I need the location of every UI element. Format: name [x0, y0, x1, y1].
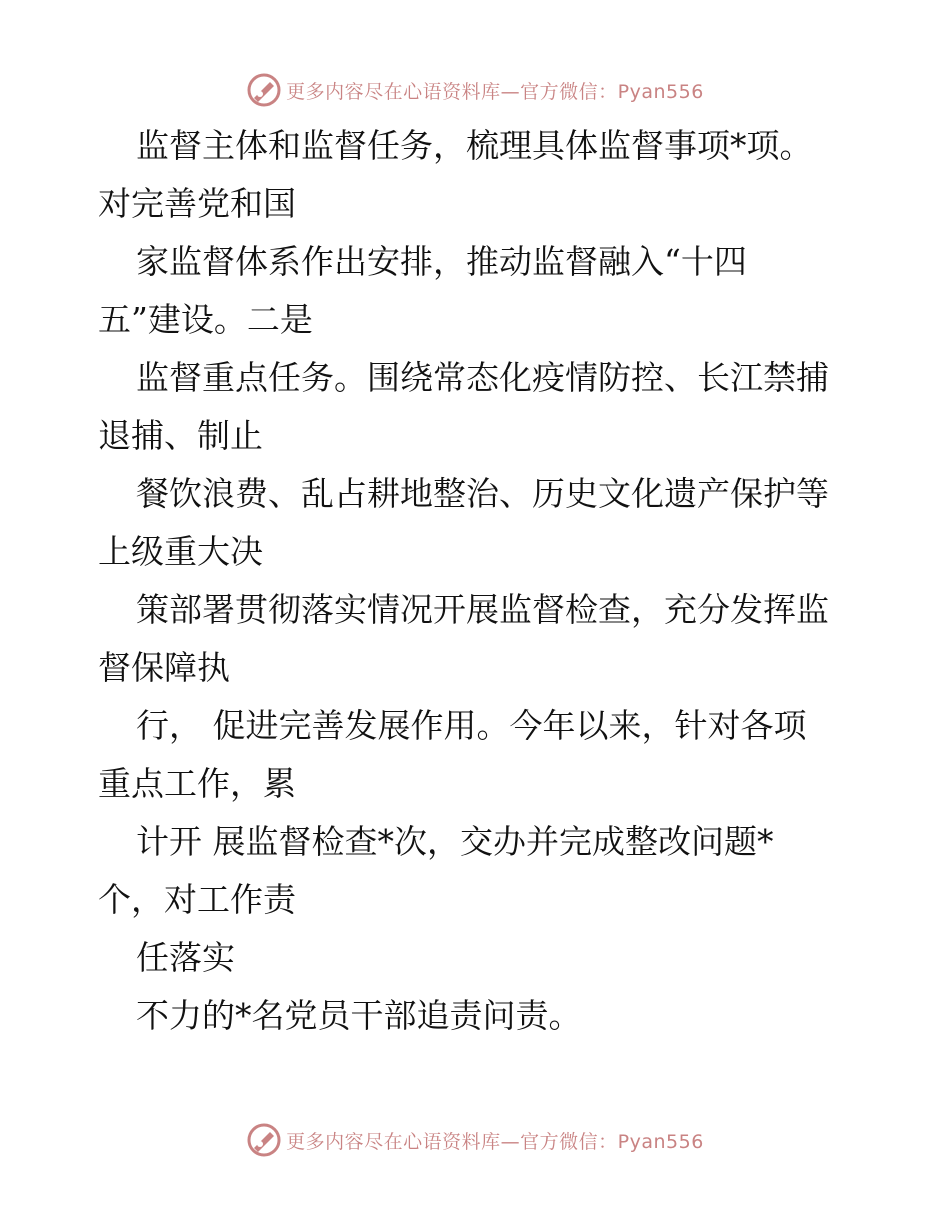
text-line: 家监督体系作出安排，推动监督融入“十四: [136, 242, 747, 281]
text-line: 上级重大决: [98, 532, 263, 571]
text-line: 计开 展监督检查*次，交办并完成整改问题*: [136, 822, 774, 861]
text-line: 不力的*名党员干部追责问责。: [136, 996, 582, 1035]
text-line: 监督重点任务。围绕常态化疫情防控、长江禁捕: [136, 358, 829, 397]
text-line: 任落实: [136, 938, 235, 977]
text-line: 行， 促进完善发展作用。今年以来，针对各项: [136, 706, 807, 745]
text-line: 策部署贯彻落实情况开展监督检查，充分发挥监: [136, 590, 829, 629]
text-line: 个，对工作责: [98, 880, 296, 919]
pen-circle-logo-icon: [246, 72, 282, 108]
watermark-text: 更多内容尽在心语资料库—官方微信：Pyan556: [286, 1130, 704, 1153]
text-line: 监督主体和监督任务，梳理具体监督事项*项。: [136, 126, 813, 165]
text-line: 对完善党和国: [98, 184, 296, 223]
footer-watermark: [0, 1120, 950, 1160]
text-line: 五”建设。二是: [98, 300, 313, 339]
text-line: 重点工作，累: [98, 764, 296, 803]
text-line: 督保障执: [98, 648, 230, 687]
header-watermark: [0, 70, 950, 110]
text-line: 餐饮浪费、乱占耕地整治、历史文化遗产保护等: [136, 474, 829, 513]
watermark-text: 更多内容尽在心语资料库—官方微信：Pyan556: [286, 80, 704, 103]
text-line: 退捕、制止: [98, 416, 263, 455]
pen-circle-logo-icon: [246, 1122, 282, 1158]
